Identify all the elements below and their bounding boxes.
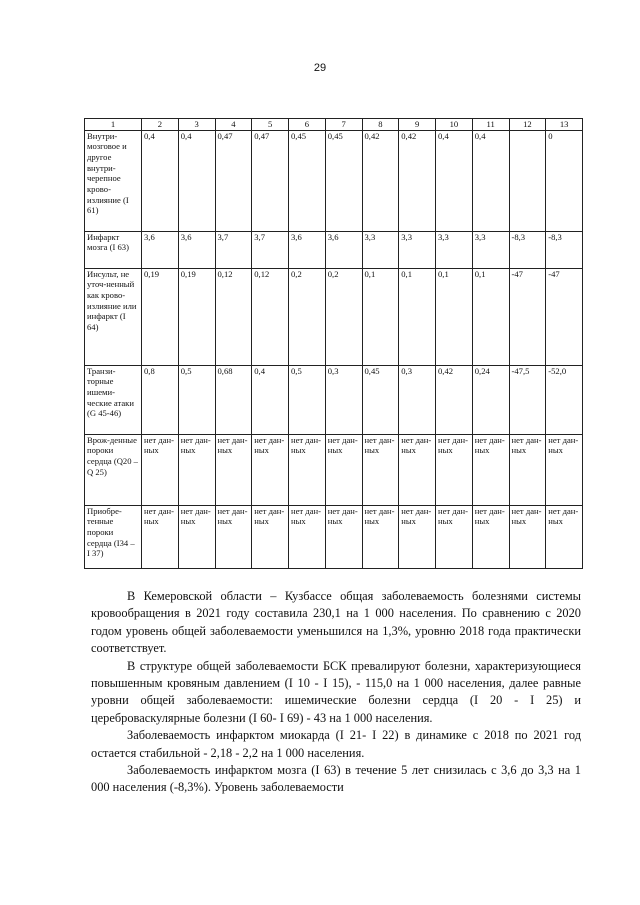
table-row xyxy=(85,231,583,268)
table-cell: нет дан-ных xyxy=(252,505,289,568)
header-cell: 13 xyxy=(546,119,583,131)
table-cell: 0,5 xyxy=(289,365,326,434)
table-cell: 0,19 xyxy=(178,268,215,365)
table-cell: нет дан-ных xyxy=(436,434,473,505)
row-label: Инсульт, не уточ-ненный как крово-излияние или инфаркт (I 64) xyxy=(85,268,142,365)
table-cell: 3,3 xyxy=(436,231,473,268)
table-cell: нет дан-ных xyxy=(362,505,399,568)
table-cell: 0,12 xyxy=(215,268,252,365)
table-cell: нет дан-ных xyxy=(509,505,546,568)
row-label: Транзи-торные ишеми-ческие атаки (G 45-46) xyxy=(85,365,142,434)
table-cell: нет дан-ных xyxy=(178,434,215,505)
row-label: Приобре-тенные пороки сердца (I34 – I 37) xyxy=(85,505,142,568)
table-cell: -8,3 xyxy=(546,231,583,268)
table-cell: нет дан-ных xyxy=(289,434,326,505)
table-row xyxy=(85,505,583,568)
table-cell: 0,47 xyxy=(252,130,289,231)
paragraph: Заболеваемость инфарктом миокарда (I 21- I 22) в динамике с 2018 по 2021 год остается стабильной - 2,18 - 2,2 на 1 000 населения. xyxy=(91,728,581,760)
table-cell: 0,1 xyxy=(399,268,436,365)
table-row xyxy=(85,268,583,365)
table-cell: нет дан-ных xyxy=(325,434,362,505)
header-cell: 4 xyxy=(215,119,252,131)
header-cell: 1 xyxy=(85,119,142,131)
table-cell: нет дан-ных xyxy=(509,434,546,505)
header-cell: 9 xyxy=(399,119,436,131)
paragraph: В Кемеровской области – Кузбассе общая заболеваемость болезнями системы кровообращения в 2021 году составила 230,1 на 1 000 населения. По сравнению с 2020 годом уровень общей заболеваемости уменьшился на 1,3%, уровню 2018 года практически соответствует. xyxy=(91,589,581,656)
table-cell: 3,7 xyxy=(215,231,252,268)
table-cell: нет дан-ных xyxy=(215,434,252,505)
table-cell: нет дан-ных xyxy=(142,505,179,568)
table-cell: нет дан-ных xyxy=(178,505,215,568)
table-cell: 0,4 xyxy=(252,365,289,434)
table-cell: 0,45 xyxy=(325,130,362,231)
table-cell: 0,2 xyxy=(289,268,326,365)
header-cell: 2 xyxy=(142,119,179,131)
table-cell: 0,1 xyxy=(436,268,473,365)
table-cell: 0,42 xyxy=(436,365,473,434)
table-cell: нет дан-ных xyxy=(472,505,509,568)
table-cell: 0,4 xyxy=(142,130,179,231)
table-cell: 0,12 xyxy=(252,268,289,365)
table-cell: нет дан-ных xyxy=(289,505,326,568)
paragraph: В структуре общей заболеваемости БСК превалируют болезни, характеризующиеся повышенным кровяным давлением (I 10 - I 15), - 115,0 на 1 000 населения, далее равные уровни общей заболеваемости: ишемические болезни сердца (I 20 - I 25) и цереброваскулярные болезни (I 60- I 69) - 43 на 1 000 населения. xyxy=(91,658,581,725)
table-cell: 0,1 xyxy=(472,268,509,365)
table-cell: -47 xyxy=(509,268,546,365)
table-cell: 3,6 xyxy=(178,231,215,268)
table-cell: 0,42 xyxy=(362,130,399,231)
table-cell: 0 xyxy=(546,130,583,231)
table-cell: нет дан-ных xyxy=(436,505,473,568)
header-cell: 8 xyxy=(362,119,399,131)
row-label: Внутри-мозговое и другое внутри-черепное крово-излияние (I 61) xyxy=(85,130,142,231)
table-cell: 0,4 xyxy=(178,130,215,231)
header-cell: 11 xyxy=(472,119,509,131)
table-cell: 3,6 xyxy=(142,231,179,268)
table-cell: 0,1 xyxy=(362,268,399,365)
table-cell: нет дан-ных xyxy=(362,434,399,505)
table-cell: 0,5 xyxy=(178,365,215,434)
table-cell: 0,8 xyxy=(142,365,179,434)
table-row xyxy=(85,434,583,505)
table-cell: 0,4 xyxy=(436,130,473,231)
header-cell: 12 xyxy=(509,119,546,131)
table-cell: 0,42 xyxy=(399,130,436,231)
table-cell: нет дан-ных xyxy=(472,434,509,505)
morbidity-table xyxy=(84,118,583,569)
table-cell: 0,47 xyxy=(215,130,252,231)
table-cell: 0,45 xyxy=(362,365,399,434)
row-label: Врож-денные пороки сердца (Q20 – Q 25) xyxy=(85,434,142,505)
header-cell: 7 xyxy=(325,119,362,131)
table-cell: 0,4 xyxy=(472,130,509,231)
header-cell: 3 xyxy=(178,119,215,131)
page-number: 29 xyxy=(313,62,327,74)
table-cell: 3,3 xyxy=(362,231,399,268)
table-cell: 3,6 xyxy=(289,231,326,268)
table-cell: нет дан-ных xyxy=(399,434,436,505)
table-cell: -47,5 xyxy=(509,365,546,434)
table-cell: -52,0 xyxy=(546,365,583,434)
header-cell: 10 xyxy=(436,119,473,131)
table-row xyxy=(85,130,583,231)
table-cell: 0,3 xyxy=(399,365,436,434)
table-cell: -47 xyxy=(546,268,583,365)
table-cell: нет дан-ных xyxy=(399,505,436,568)
table-cell: 0,19 xyxy=(142,268,179,365)
table-cell xyxy=(509,130,546,231)
table-cell: нет дан-ных xyxy=(142,434,179,505)
table-row xyxy=(85,365,583,434)
table-cell: 0,3 xyxy=(325,365,362,434)
table-header-row xyxy=(85,119,583,131)
row-label: Инфаркт мозга (I 63) xyxy=(85,231,142,268)
table-cell: 3,3 xyxy=(399,231,436,268)
table-cell: 0,45 xyxy=(289,130,326,231)
table-cell: нет дан-ных xyxy=(215,505,252,568)
body-text xyxy=(91,588,581,797)
table-cell: -8,3 xyxy=(509,231,546,268)
table-cell: нет дан-ных xyxy=(252,434,289,505)
header-cell: 6 xyxy=(289,119,326,131)
table-cell: 3,6 xyxy=(325,231,362,268)
table-cell: 0,24 xyxy=(472,365,509,434)
paragraph: Заболеваемость инфарктом мозга (I 63) в течение 5 лет снизилась с 3,6 до 3,3 на 1 000 населения (-8,3%). Уровень заболеваемости xyxy=(91,763,581,795)
table-cell: 3,7 xyxy=(252,231,289,268)
table-cell: нет дан-ных xyxy=(325,505,362,568)
header-cell: 5 xyxy=(252,119,289,131)
table-cell: нет дан-ных xyxy=(546,434,583,505)
table-cell: 0,2 xyxy=(325,268,362,365)
table-cell: нет дан-ных xyxy=(546,505,583,568)
table-cell: 0,68 xyxy=(215,365,252,434)
table-cell: 3,3 xyxy=(472,231,509,268)
